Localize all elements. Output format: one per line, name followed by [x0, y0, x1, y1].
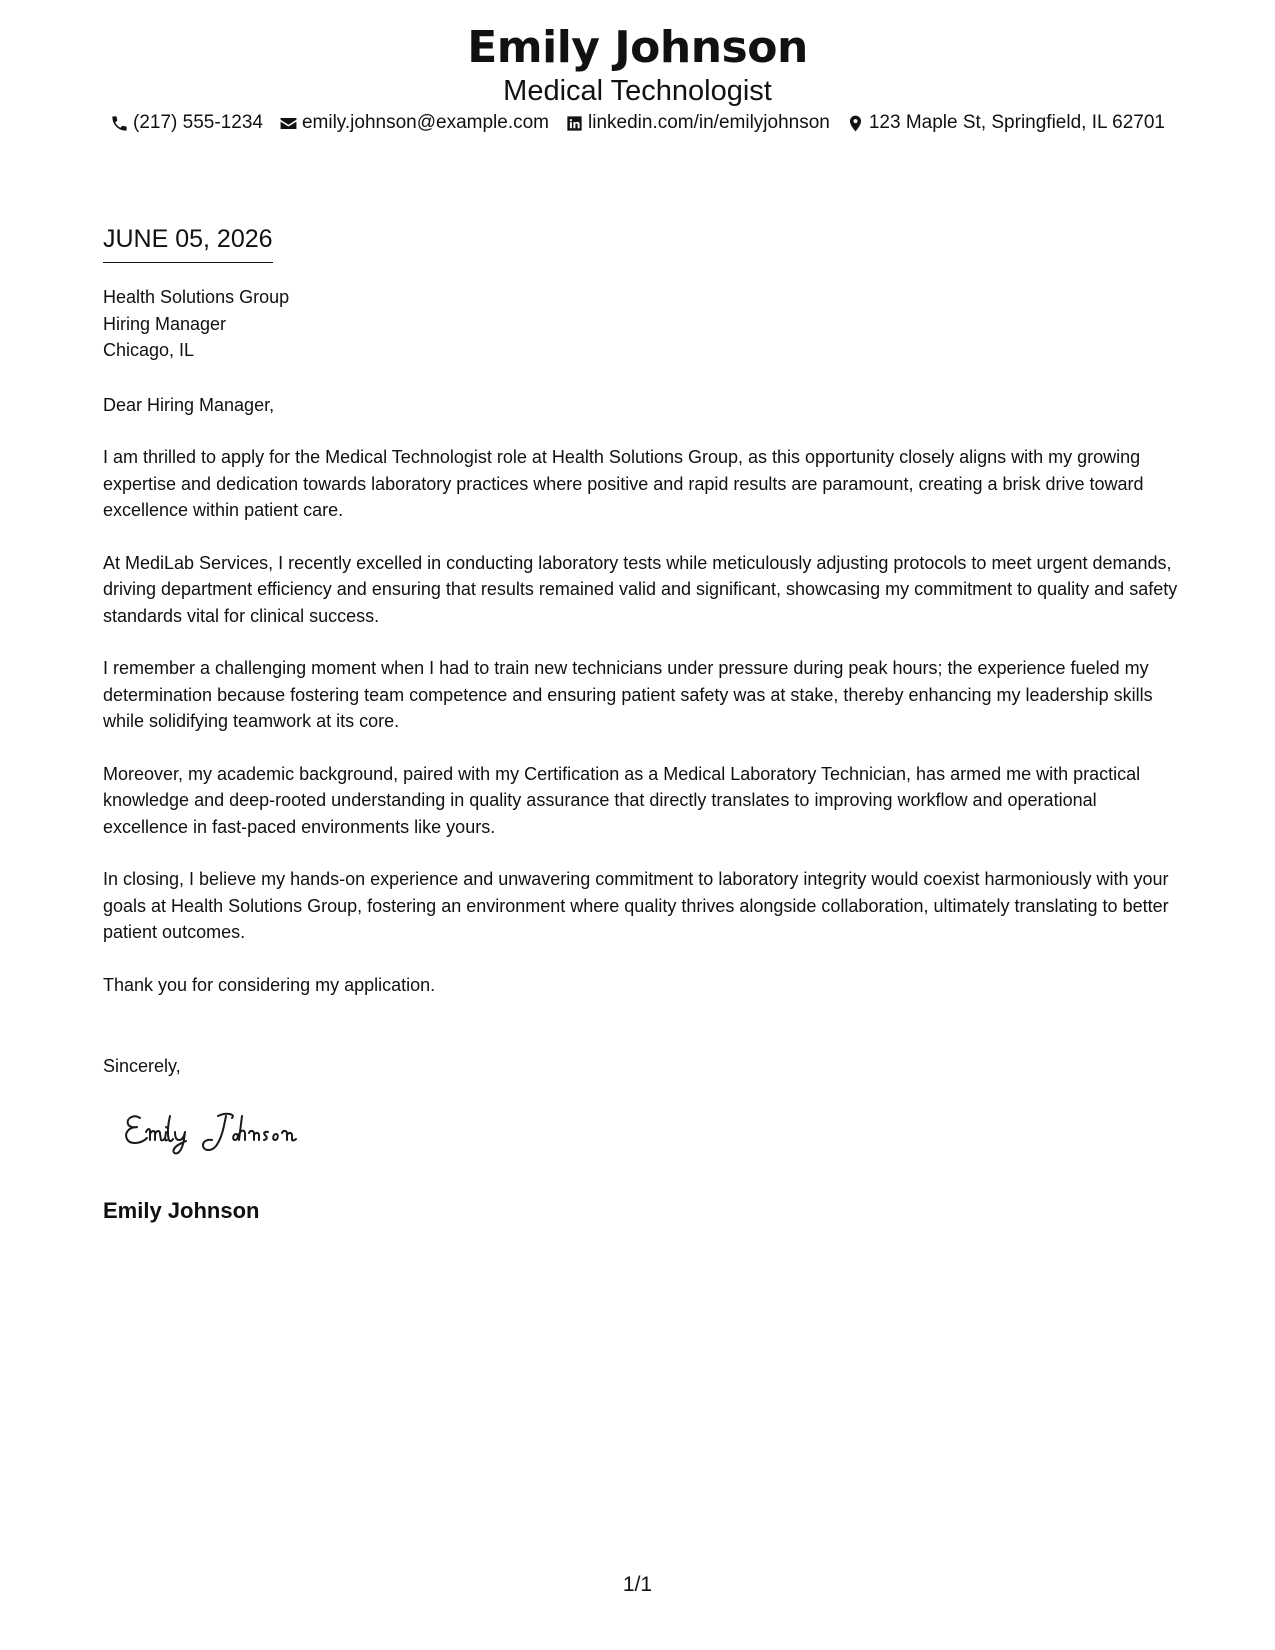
recipient-block: [103, 284, 1183, 364]
thank-you-line: Thank you for considering my application.: [103, 974, 436, 995]
paragraph-experience: At MediLab Services, I recently excelled in conducting laboratory tests while meticulously adjusting protocols to meet urgent demands, driving department efficiency and ensuring that results remained valid and significant, showcasing my commitment to quality and safety standards vital for clinical success.: [103, 552, 1178, 626]
signature-image: [118, 1102, 358, 1162]
contact-bar: [0, 112, 1275, 134]
contact-phone: [110, 112, 263, 134]
paragraph-closing: In closing, I believe my hands-on experience and unwavering commitment to laboratory integrity would coexist harmoniously with your goals at Health Solutions Group, fostering an environment where quality thrives alongside collaboration, ultimately translating to better patient outcomes.: [103, 869, 1169, 942]
letter-date: JUNE 05, 2026: [103, 224, 273, 263]
paragraph-intro: I am thrilled to apply for the Medical Technologist role at Health Solutions Group, as this opportunity closely aligns with my growing expertise and dedication towards laboratory practices where positive and rapid results are paramount, creating a brisk drive toward excellence within patient care.: [103, 447, 1144, 520]
letter-body: [103, 284, 1183, 1024]
contact-email[interactable]: [279, 112, 549, 134]
salutation: Dear Hiring Manager,: [103, 394, 275, 415]
page-indicator: 1/1: [622, 1573, 653, 1596]
recipient-company: Health Solutions Group: [103, 287, 290, 307]
map-pin-icon: [846, 114, 865, 133]
contact-address: [846, 112, 1165, 134]
recipient-role: Hiring Manager: [103, 313, 227, 334]
phone-text: (217) 555-1234: [133, 112, 263, 133]
closing-phrase: Sincerely,: [103, 1056, 181, 1076]
recipient-location: Chicago, IL: [103, 340, 195, 360]
paragraph-education: Moreover, my academic background, paired with my Certification as a Medical Laboratory Technician, has armed me with practical knowledge and deep-rooted understanding in quality assurance that directly translates to improving workflow and operational excellence in fast-paced environments like yours.: [103, 763, 1141, 837]
linkedin-icon: [565, 114, 584, 133]
contact-linkedin[interactable]: [565, 112, 830, 134]
phone-icon: [110, 114, 129, 133]
letter-header: [0, 22, 1275, 108]
applicant-title: Medical Technologist: [503, 75, 772, 107]
applicant-name: Emily Johnson: [467, 22, 808, 73]
signer-name: Emily Johnson: [103, 1198, 260, 1223]
envelope-icon: [279, 114, 298, 133]
paragraph-leadership: I remember a challenging moment when I had to train new technicians under pressure during peak hours; the experience fueled my determination because fostering team competence and ensuring patient safety was at stake, thereby enhancing my leadership skills while solidifying teamwork at its core.: [103, 658, 1153, 731]
email-text[interactable]: emily.johnson@example.com: [301, 112, 550, 133]
address-text: 123 Maple St, Springfield, IL 62701: [868, 112, 1165, 133]
linkedin-text[interactable]: linkedin.com/in/emilyjohnson: [588, 112, 830, 133]
